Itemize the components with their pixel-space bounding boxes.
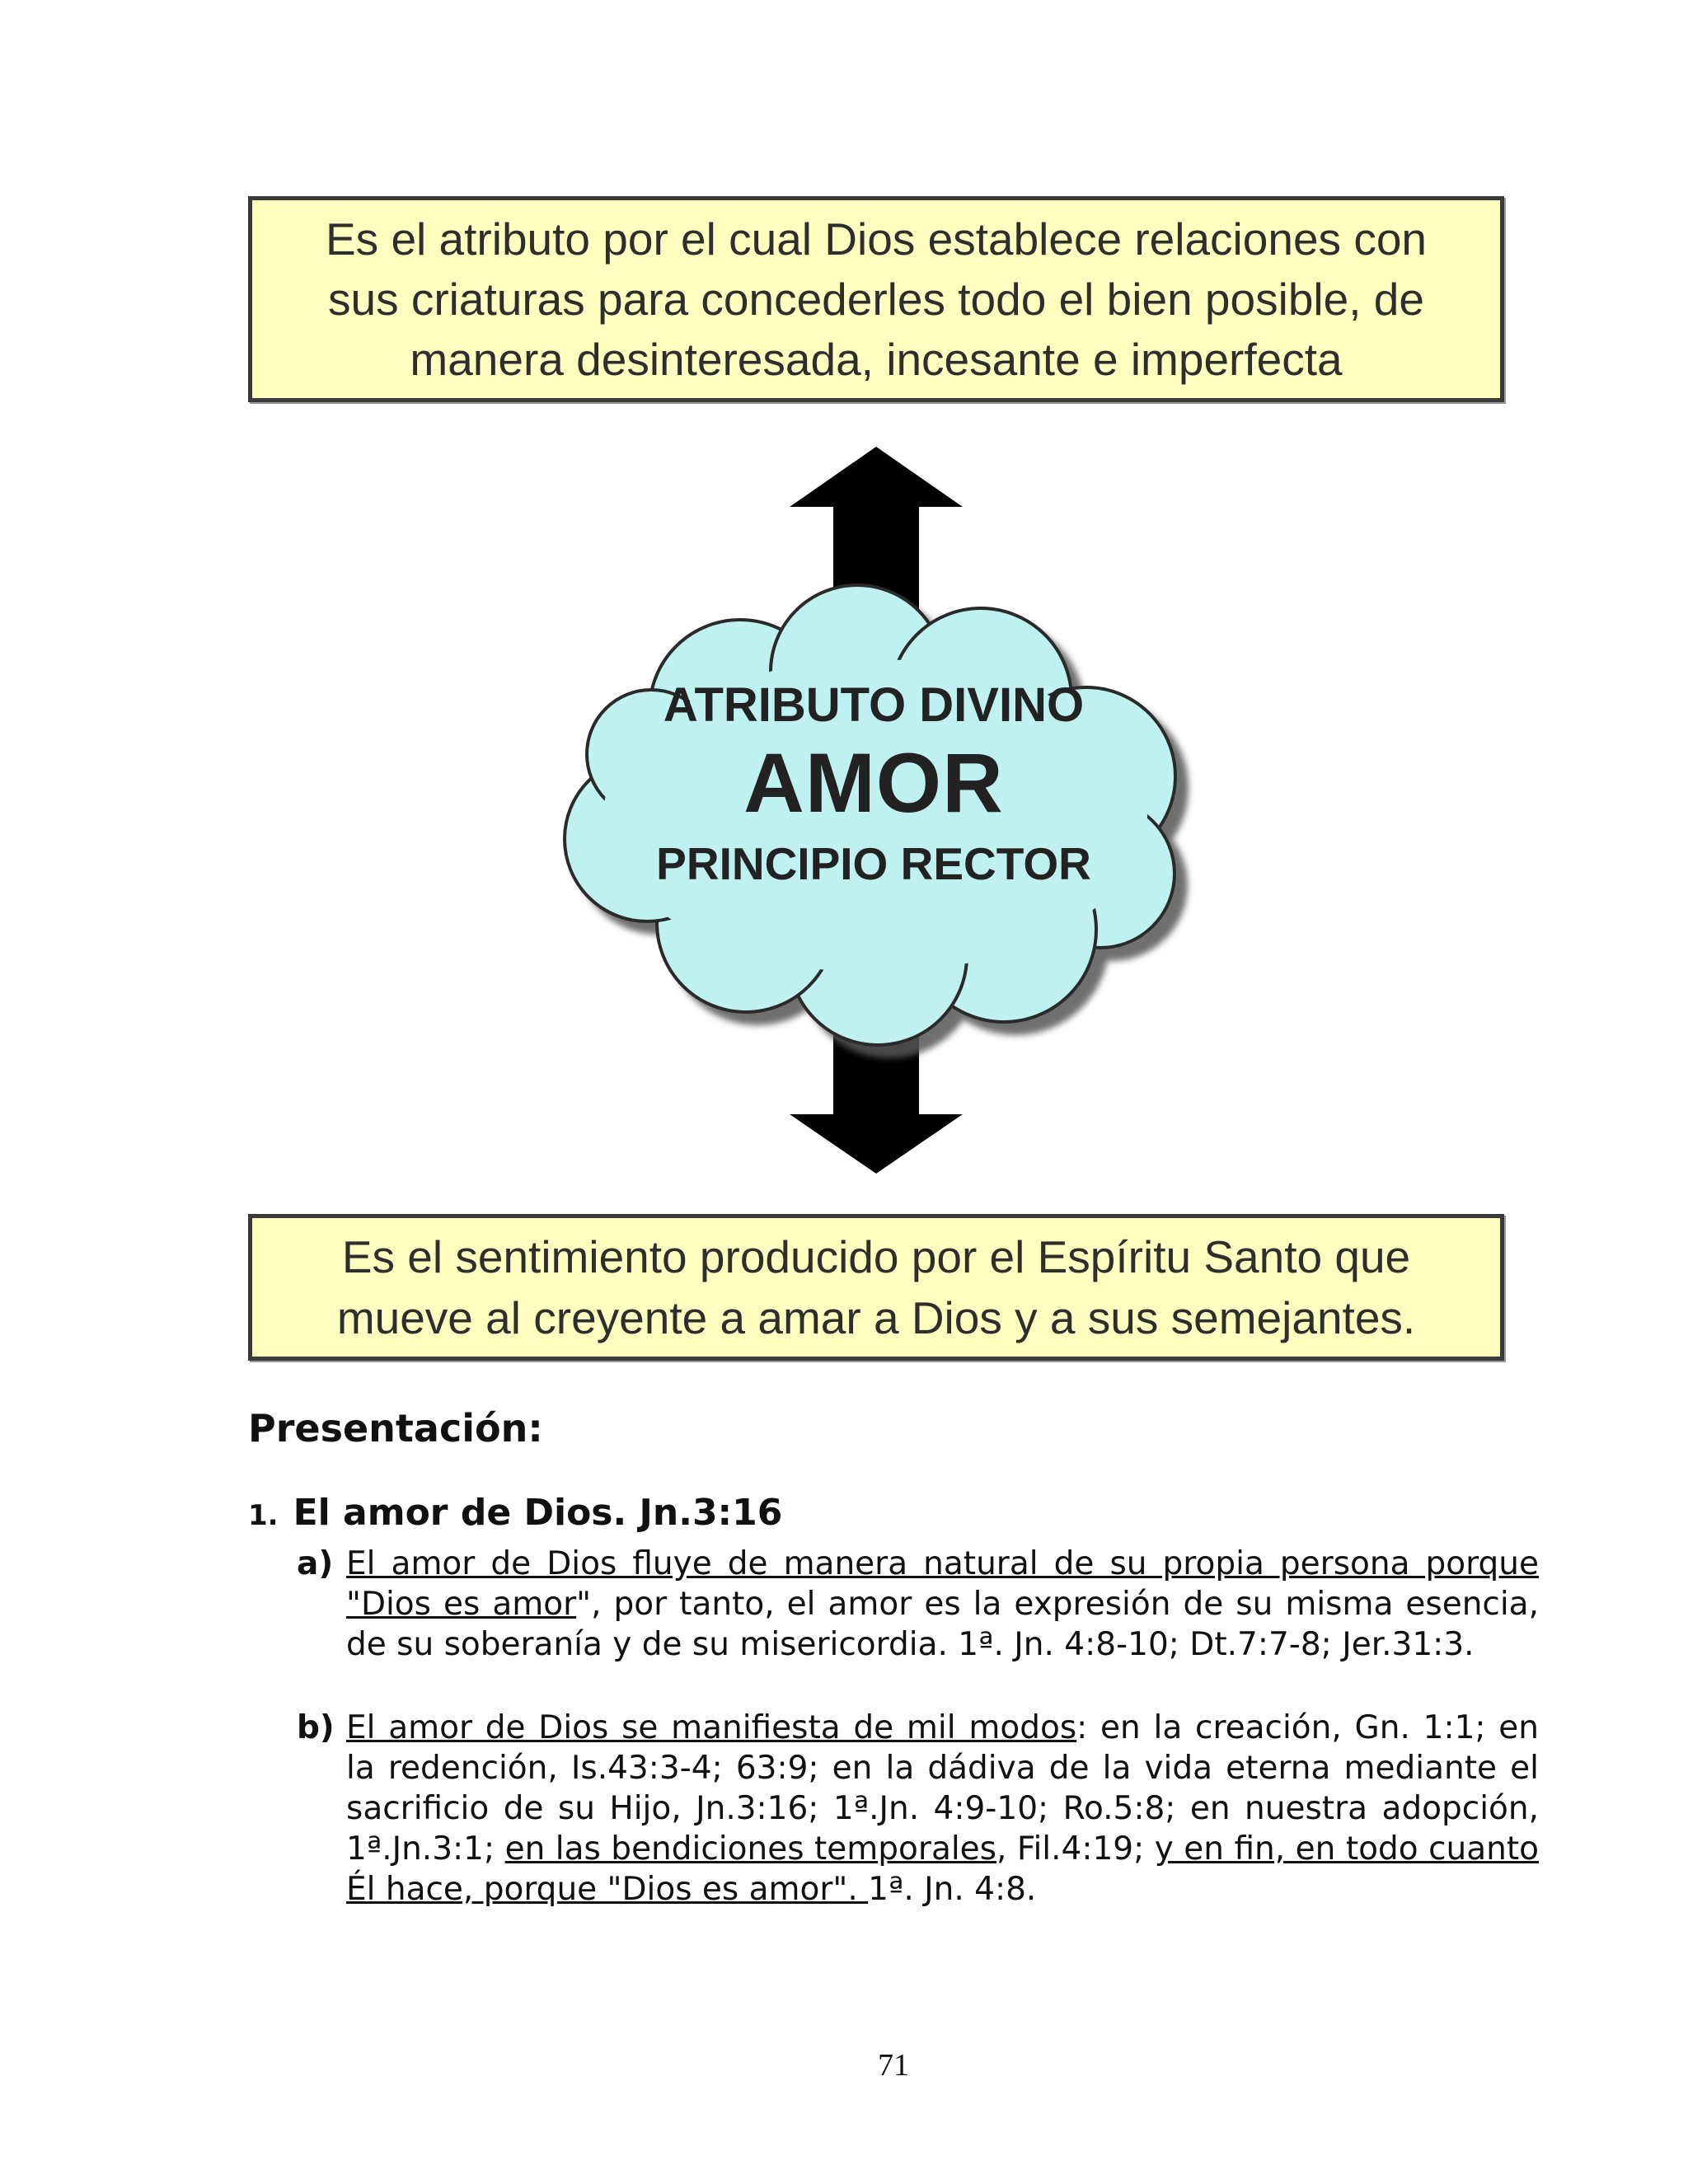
section-heading: Presentación:: [248, 1406, 543, 1451]
plain-text: : en la creación, Gn. 1:1; en la redención, Is.43:3-4; 63:9; en la dádiva de la vida eterna mediante el sacrificio de su Hijo, Jn.3:16; 1ª.Jn. 4:9-10; Ro.5:8; en nuestra adopción, 1ª.Jn.3:1;: [346, 1709, 1540, 1868]
bottom-box-line: mueve al creyente a amar a Dios y a sus semejantes.: [336, 1292, 1416, 1343]
sub-item-b: [297, 1708, 1539, 1910]
top-box-line: sus criaturas para concederles todo el bien posible, de: [328, 273, 1424, 325]
bottom-box-line: Es el sentimiento producido por el Espíritu Santo que: [341, 1231, 1411, 1282]
top-box-line: manera desinteresada, incesante e imperfecta: [410, 333, 1343, 385]
item-title: El amor de Dios. Jn.3:16: [293, 1492, 783, 1534]
cloud-label-principio: PRINCIPIO RECTOR: [656, 838, 1091, 889]
cloud-label-atributo: ATRIBUTO DIVINO: [663, 678, 1085, 732]
sub-item-a: [297, 1544, 1539, 1665]
underlined-text: y en fin, en todo cuanto Él hace, porque "Dios es amor".: [346, 1830, 1539, 1908]
top-box-line: Es el atributo por el cual Dios establece relaciones con: [325, 213, 1427, 265]
plain-text: , Fil.4:19;: [996, 1830, 1155, 1868]
sub-item-label: a): [297, 1545, 334, 1582]
list-number: 1.: [248, 1499, 279, 1532]
plain-text: ", por tanto, el amor es la expresión de su misma esencia, de su soberanía y de su misericordia. 1ª. Jn. 4:8-10; Dt.7:7-8; Jer.31:3.: [346, 1586, 1539, 1663]
underlined-text: El amor de Dios se manifiesta de mil modos: [346, 1709, 1077, 1746]
bottom-definition-box: [248, 1214, 1504, 1361]
page-number: 71: [878, 2048, 909, 2083]
underlined-text: El amor de Dios fluye de manera natural de su propia persona porque "Dios es amor: [346, 1545, 1539, 1623]
sub-item-text: [346, 1544, 1539, 1665]
cloud-label-amor: AMOR: [743, 736, 1004, 830]
list-item-title: [248, 1492, 1539, 1534]
sub-item-text: [346, 1708, 1539, 1910]
sub-item-label: b): [297, 1709, 335, 1746]
plain-text: 1ª. Jn. 4:8.: [868, 1871, 1037, 1908]
underlined-text: en las bendiciones temporales: [504, 1830, 996, 1868]
